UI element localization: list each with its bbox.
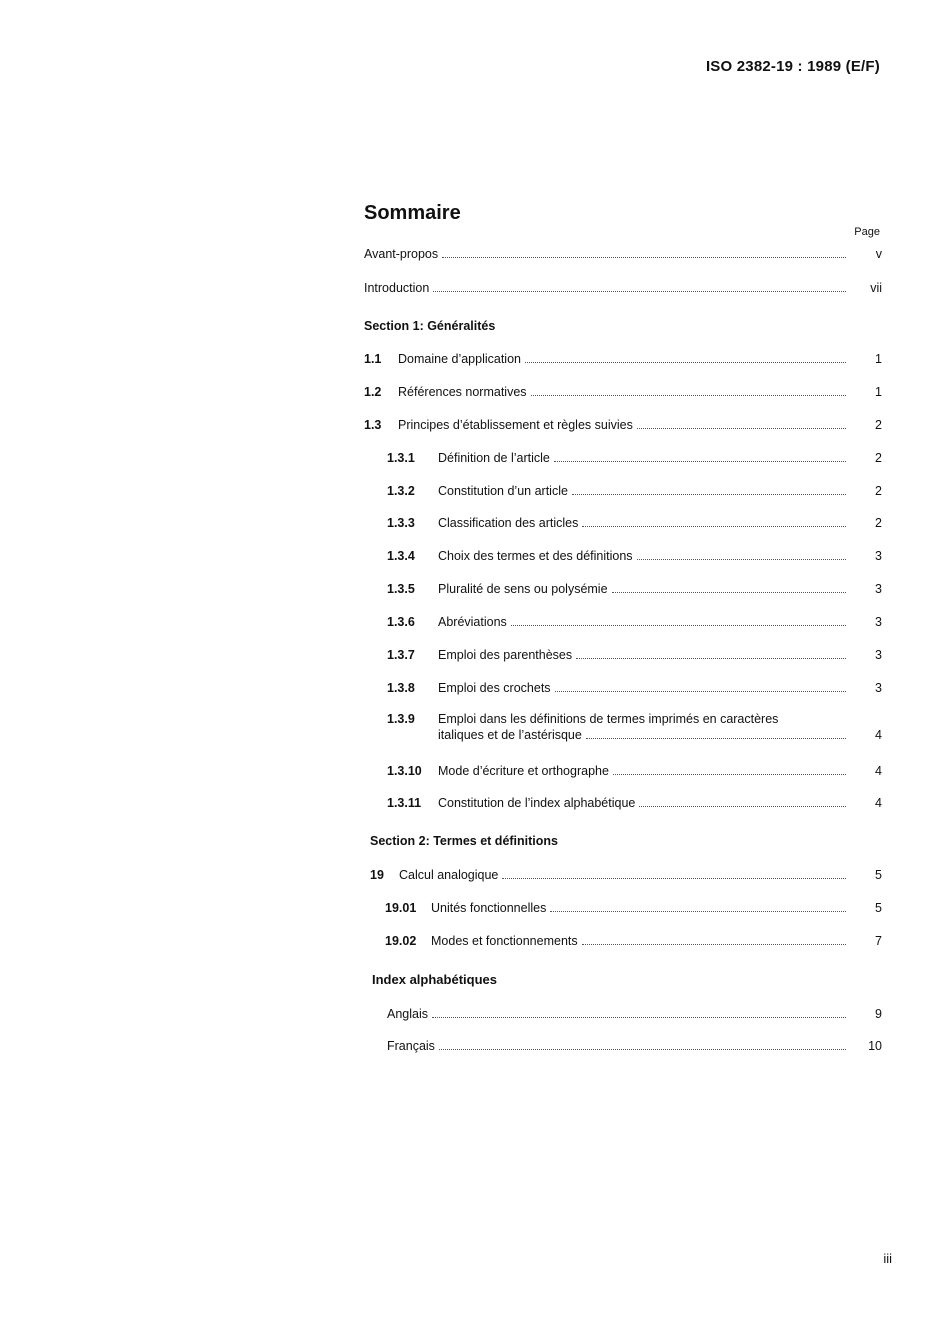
toc-entry-1-3-10[interactable] <box>387 763 884 779</box>
toc-entry-label: Abréviations <box>438 615 507 629</box>
toc-entry-19-02[interactable] <box>385 933 884 949</box>
toc-entry-number: 1.3.11 <box>387 796 422 810</box>
toc-entry-number: 19.02 <box>385 934 417 948</box>
toc-entry-label: Constitution de l’index alphabétique <box>438 796 636 810</box>
toc-entry-number: 1.3.4 <box>387 549 415 563</box>
dot-leader <box>554 461 846 462</box>
toc-entry-page: 10 <box>868 1039 882 1053</box>
toc-entry-1-3-6[interactable] <box>387 614 884 630</box>
page-column-label: Page <box>854 226 880 238</box>
dot-leader <box>637 559 846 560</box>
toc-entry-index-francais[interactable] <box>387 1038 884 1054</box>
dot-leader <box>442 257 846 258</box>
toc-entry-page: 2 <box>875 484 882 498</box>
standard-reference: ISO 2382-19 : 1989 (E/F) <box>705 58 880 75</box>
dot-leader <box>582 944 846 945</box>
dot-leader <box>433 291 846 292</box>
dot-leader <box>511 625 846 626</box>
toc-entry-label-line2 <box>438 727 884 743</box>
toc-entry-number: 1.3.7 <box>387 648 415 662</box>
index-heading: Index alphabétiques <box>372 972 497 987</box>
toc-entry-number: 1.3.1 <box>387 451 415 465</box>
toc-entry-page: 2 <box>875 451 882 465</box>
toc-entry-avant-propos[interactable] <box>364 246 884 262</box>
toc-entry-label: Français <box>387 1039 435 1053</box>
toc-entry-number: 1.3.5 <box>387 582 415 596</box>
toc-entry-1-3-3[interactable] <box>387 515 884 531</box>
toc-entry-19-01[interactable] <box>385 900 884 916</box>
toc-entry-label: Constitution d’un article <box>438 484 568 498</box>
toc-entry-label-continued: italiques et de l’astérisque <box>438 728 582 742</box>
toc-entry-label: Calcul analogique <box>399 868 499 882</box>
toc-entry-page: 3 <box>875 648 882 662</box>
toc-entry-label: Classification des articles <box>438 516 579 530</box>
toc-entry-1-3-9[interactable] <box>387 711 884 743</box>
toc-entry-label: Références normatives <box>398 385 527 399</box>
toc-entry-page: 7 <box>875 934 882 948</box>
toc-entry-1-3-8[interactable] <box>387 680 884 696</box>
toc-entry-page: 3 <box>875 582 882 596</box>
toc-entry-label: Pluralité de sens ou polysémie <box>438 582 608 596</box>
toc-entry-number: 1.2 <box>364 385 382 399</box>
dot-leader <box>613 774 846 775</box>
section-2-heading: Section 2: Termes et définitions <box>370 834 559 848</box>
toc-entry-page: 1 <box>875 385 882 399</box>
toc-entry-number: 1.3.8 <box>387 681 415 695</box>
toc-entry-label: Définition de l’article <box>438 451 550 465</box>
toc-entry-1-3-7[interactable] <box>387 647 884 663</box>
dot-leader <box>502 878 846 879</box>
dot-leader <box>582 526 846 527</box>
toc-entry-page: 9 <box>875 1007 882 1021</box>
toc-entry-page: 4 <box>875 764 882 778</box>
section-1-heading: Section 1: Généralités <box>364 319 496 333</box>
toc-entry-1-3-4[interactable] <box>387 548 884 564</box>
toc-entry-1-3-2[interactable] <box>387 483 884 499</box>
toc-entry-label: Choix des termes et des définitions <box>438 549 633 563</box>
toc-entry-page: 1 <box>875 352 882 366</box>
toc-entry-1-3-1[interactable] <box>387 450 884 466</box>
toc-entry-label: Introduction <box>364 281 430 295</box>
toc-entry-number: 19.01 <box>385 901 417 915</box>
toc-entry-page: 2 <box>875 516 882 530</box>
toc-entry-number: 1.3 <box>364 418 382 432</box>
toc-entry-introduction[interactable] <box>364 280 884 296</box>
toc-entry-label: Emploi des crochets <box>438 681 551 695</box>
toc-entry-page: 5 <box>875 901 882 915</box>
toc-entry-label-block <box>438 711 884 743</box>
dot-leader <box>432 1017 846 1018</box>
toc-entry-page: 3 <box>875 615 882 629</box>
dot-leader <box>439 1049 846 1050</box>
dot-leader <box>531 395 846 396</box>
toc-entry-1-2[interactable] <box>364 384 884 400</box>
toc-entry-page: 4 <box>875 728 882 742</box>
toc-entry-number: 19 <box>370 868 384 882</box>
toc-entry-page: 3 <box>875 549 882 563</box>
toc-entry-label: Emploi dans les définitions de termes imprimés en caractères <box>438 712 779 726</box>
toc-entry-index-anglais[interactable] <box>387 1006 884 1022</box>
page-number: iii <box>883 1251 892 1266</box>
dot-leader <box>639 806 846 807</box>
toc-entry-page: vii <box>870 281 882 295</box>
toc-entry-number: 1.3.10 <box>387 764 422 778</box>
toc-entry-1-3-11[interactable] <box>387 795 884 811</box>
toc-entry-page: 3 <box>875 681 882 695</box>
dot-leader <box>576 658 846 659</box>
toc-entry-label: Domaine d’application <box>398 352 521 366</box>
toc-entry-page: 5 <box>875 868 882 882</box>
toc-title: Sommaire <box>364 202 461 224</box>
dot-leader <box>586 738 846 739</box>
toc-entry-label: Emploi des parenthèses <box>438 648 573 662</box>
toc-entry-label: Modes et fonctionnements <box>431 934 578 948</box>
dot-leader <box>550 911 846 912</box>
toc-entry-19[interactable] <box>370 867 884 883</box>
toc-entry-number: 1.1 <box>364 352 382 366</box>
dot-leader <box>637 428 846 429</box>
toc-entry-label: Mode d’écriture et orthographe <box>438 764 609 778</box>
toc-entry-page: 4 <box>875 796 882 810</box>
toc-entry-label: Avant-propos <box>364 247 439 261</box>
toc-entry-1-3-5[interactable] <box>387 581 884 597</box>
dot-leader <box>555 691 846 692</box>
toc-entry-page: v <box>875 247 882 261</box>
toc-entry-label: Unités fonctionnelles <box>431 901 547 915</box>
toc-entry-1-1[interactable] <box>364 351 884 367</box>
toc-entry-label: Principes d’établissement et règles suivies <box>398 418 633 432</box>
toc-entry-number: 1.3.2 <box>387 484 415 498</box>
toc-entry-number: 1.3.3 <box>387 516 415 530</box>
dot-leader <box>572 494 846 495</box>
toc-entry-1-3[interactable] <box>364 417 884 433</box>
toc-entry-label: Anglais <box>387 1007 428 1021</box>
toc-entry-number: 1.3.9 <box>387 712 415 726</box>
dot-leader <box>525 362 846 363</box>
dot-leader <box>612 592 846 593</box>
toc-entry-page: 2 <box>875 418 882 432</box>
toc-entry-number: 1.3.6 <box>387 615 415 629</box>
